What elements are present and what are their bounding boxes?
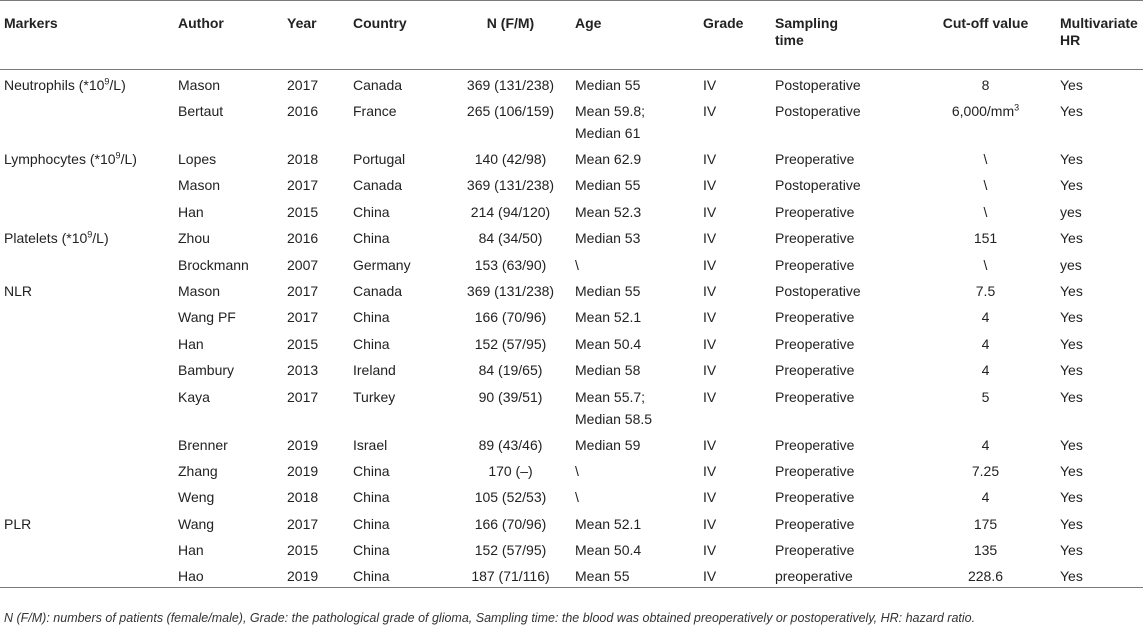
header-n: N (F/M)	[486, 15, 535, 31]
cell-year: 2015	[287, 203, 319, 220]
cell-grade: IV	[703, 203, 717, 220]
cell-marker-empty	[0, 355, 178, 381]
cell-sampling: Preoperative	[775, 388, 855, 405]
cell-cutoff: 135	[973, 542, 998, 559]
cell-age: Mean 55.7; Median 58.5	[575, 388, 653, 427]
cell-age: \	[575, 462, 579, 479]
cell-hr: Yes	[1060, 103, 1083, 119]
cell-year: 2015	[287, 542, 319, 559]
cell-cutoff: 228.6	[967, 568, 1004, 585]
cell-grade: IV	[703, 388, 717, 405]
cell-hr: Yes	[1060, 309, 1083, 326]
cell-marker-empty	[0, 456, 178, 482]
cell-author: Lopes	[178, 151, 217, 167]
cell-year: 2017	[287, 77, 319, 93]
cell-sampling: Preoperative	[775, 335, 855, 352]
header-row	[0, 1, 1143, 70]
cell-hr: Yes	[1060, 230, 1083, 247]
table-row	[0, 223, 1143, 249]
cell-hr: Yes	[1060, 151, 1083, 167]
cell-sampling: Preoperative	[775, 489, 855, 506]
cell-n: 265 (106/159)	[466, 103, 555, 119]
table-row	[0, 535, 1143, 561]
cell-age: Mean 59.8; Median 61	[575, 103, 646, 141]
cell-country: Ireland	[353, 362, 396, 379]
cell-author: Wang PF	[178, 309, 236, 326]
cell-age: Mean 50.4	[575, 542, 642, 559]
table-row	[0, 509, 1143, 535]
cell-grade: IV	[703, 151, 717, 167]
cell-n: 369 (131/238)	[466, 177, 555, 194]
cell-country: China	[353, 462, 390, 479]
marker-plr: PLR	[4, 515, 32, 532]
cell-hr: Yes	[1060, 335, 1083, 352]
cell-age: Mean 62.9	[575, 151, 642, 167]
cell-sampling: Preoperative	[775, 362, 855, 379]
cell-n: 187 (71/116)	[471, 568, 550, 585]
cell-sampling: Preoperative	[775, 230, 855, 247]
cell-hr: Yes	[1060, 462, 1083, 479]
header-age: Age	[575, 15, 602, 31]
cell-year: 2015	[287, 335, 319, 352]
cell-year: 2019	[287, 436, 319, 453]
cell-country: Germany	[353, 256, 411, 273]
table-row	[0, 456, 1143, 482]
header-hr-line1: Multivariate	[1060, 15, 1138, 31]
cell-year: 2017	[287, 388, 319, 405]
cell-hr: Yes	[1060, 77, 1083, 93]
cell-country: China	[353, 515, 390, 532]
cell-cutoff: 5	[981, 388, 990, 405]
cell-year: 2007	[287, 256, 319, 273]
cell-cutoff: 151	[973, 230, 998, 247]
cell-sampling: Preoperative	[775, 462, 855, 479]
cell-hr: Yes	[1060, 282, 1083, 299]
cell-country: China	[353, 203, 390, 220]
cell-country: China	[353, 335, 390, 352]
cell-year: 2017	[287, 515, 319, 532]
cell-n: 170 (–)	[488, 462, 533, 479]
cell-cutoff: $6,000/mm^3$	[951, 102, 1020, 119]
cell-marker-empty	[0, 170, 178, 196]
cell-author: Brenner	[178, 436, 228, 453]
cell-grade: IV	[703, 282, 717, 299]
cell-age: \	[575, 489, 579, 506]
cell-age: Median 58	[575, 362, 641, 379]
cell-year: 2016	[287, 230, 319, 247]
cell-cutoff: 7.5	[975, 282, 996, 299]
cell-n: 84 (19/65)	[478, 362, 543, 379]
cell-n: 166 (70/96)	[474, 515, 547, 532]
cell-year: 2018	[287, 489, 319, 506]
header-author: Author	[178, 15, 224, 31]
cell-sampling: Preoperative	[775, 309, 855, 326]
cell-sampling: Preoperative	[775, 515, 855, 532]
cell-age: Median 55	[575, 77, 641, 93]
cell-n: 166 (70/96)	[474, 309, 547, 326]
cell-sampling: Preoperative	[775, 151, 855, 167]
cell-sampling: Preoperative	[775, 256, 855, 273]
cell-n: 152 (57/95)	[474, 335, 547, 352]
cell-year: 2018	[287, 151, 319, 167]
cell-cutoff: 175	[973, 515, 998, 532]
cell-year: 2019	[287, 568, 319, 585]
cell-marker-empty	[0, 535, 178, 561]
cell-age: Median 55	[575, 282, 641, 299]
cell-n: 105 (52/53)	[474, 489, 547, 506]
cell-marker-empty	[0, 96, 178, 144]
cell-age: \	[575, 256, 579, 273]
cell-marker-empty	[0, 430, 178, 456]
cell-hr: yes	[1060, 256, 1082, 273]
marker-platelets: Platelets $(*10^9/L)$	[4, 229, 109, 247]
cell-marker-empty	[0, 482, 178, 508]
cell-author: Hao	[178, 568, 204, 585]
header-sampling-line2: time	[775, 32, 804, 48]
cell-sampling: Preoperative	[775, 542, 855, 559]
table-footnote: N (F/M): numbers of patients (female/male), Grade: the pathological grade of glioma, Sampling time: the blood was obtained preoperatively or postoperatively, HR: hazard ratio.	[4, 611, 976, 625]
marker-nlr: NLR	[4, 282, 33, 299]
cell-marker-empty	[0, 561, 178, 588]
cell-sampling: preoperative	[775, 568, 853, 585]
cell-grade: IV	[703, 230, 717, 247]
cell-age: Median 59	[575, 436, 641, 453]
cell-country: China	[353, 309, 390, 326]
table-row	[0, 70, 1143, 97]
header-hr	[1060, 1, 1143, 70]
cell-country: Canada	[353, 177, 403, 194]
cell-cutoff: 4	[981, 335, 990, 352]
cell-grade: IV	[703, 462, 717, 479]
table-row	[0, 329, 1143, 355]
cell-age: Median 53	[575, 230, 641, 247]
table-row	[0, 382, 1143, 430]
cell-sampling: Preoperative	[775, 203, 855, 220]
cell-author: Weng	[178, 489, 215, 506]
cell-age: Median 55	[575, 177, 641, 194]
cell-cutoff: \	[983, 151, 988, 167]
cell-year: 2017	[287, 309, 319, 326]
cell-cutoff: 4	[981, 362, 990, 379]
cell-sampling: Postoperative	[775, 282, 861, 299]
cell-age: Mean 52.3	[575, 203, 642, 220]
cell-grade: IV	[703, 568, 717, 585]
marker-lymphocytes: Lymphocytes $(*10^9/L)$	[4, 150, 137, 167]
cell-year: 2017	[287, 177, 319, 194]
header-cutoff: Cut-off value	[942, 15, 1029, 31]
cell-author: Bertaut	[178, 103, 224, 119]
table-row	[0, 482, 1143, 508]
cell-country: Canada	[353, 282, 403, 299]
cell-country: Turkey	[353, 388, 396, 405]
cell-year: 2019	[287, 462, 319, 479]
cell-grade: IV	[703, 177, 717, 194]
cell-age: Mean 50.4	[575, 335, 642, 352]
cell-grade: IV	[703, 309, 717, 326]
cell-grade: IV	[703, 515, 717, 532]
cell-marker-empty	[0, 382, 178, 430]
cell-marker-empty	[0, 250, 178, 276]
cell-author: Bambury	[178, 362, 235, 379]
cell-hr: Yes	[1060, 515, 1083, 532]
header-hr-line2: HR	[1060, 32, 1081, 48]
cell-author: Zhou	[178, 230, 210, 247]
cell-n: 369 (131/238)	[466, 77, 555, 93]
cell-hr: Yes	[1060, 489, 1083, 506]
cell-year: 2013	[287, 362, 319, 379]
cell-sampling: Postoperative	[775, 177, 861, 194]
cell-age: Mean 52.1	[575, 309, 642, 326]
cell-n: 152 (57/95)	[474, 542, 547, 559]
table-row	[0, 96, 1143, 144]
cell-author: Brockmann	[178, 256, 249, 273]
cell-cutoff: 7.25	[971, 462, 1000, 479]
cell-year: 2017	[287, 282, 319, 299]
cell-grade: IV	[703, 436, 717, 453]
table-row	[0, 144, 1143, 170]
cell-grade: IV	[703, 542, 717, 559]
marker-neutrophils: Neutrophils $(*10^9/L)$	[4, 76, 126, 93]
cell-grade: IV	[703, 335, 717, 352]
cell-cutoff: \	[983, 177, 988, 194]
cell-hr: Yes	[1060, 436, 1083, 453]
cell-n: 89 (43/46)	[478, 436, 543, 453]
cell-author: Kaya	[178, 388, 210, 405]
cell-author: Wang	[178, 515, 215, 532]
cell-hr: Yes	[1060, 362, 1083, 379]
table-row	[0, 250, 1143, 276]
table-row	[0, 430, 1143, 456]
table-row	[0, 197, 1143, 223]
cell-country: China	[353, 542, 390, 559]
cell-author: Han	[178, 542, 204, 559]
cell-country: China	[353, 230, 390, 247]
cell-sampling: Postoperative	[775, 77, 861, 93]
header-country: Country	[353, 15, 407, 31]
header-grade: Grade	[703, 15, 744, 31]
cell-country: Israel	[353, 436, 388, 453]
table-row	[0, 561, 1143, 588]
cell-age: Mean 52.1	[575, 515, 642, 532]
table-row	[0, 302, 1143, 328]
header-sampling-line1: Sampling	[775, 15, 839, 31]
cell-country: China	[353, 568, 390, 585]
cell-n: 153 (63/90)	[474, 256, 547, 273]
table-row	[0, 276, 1143, 302]
cell-cutoff: 4	[981, 309, 990, 326]
cell-author: Mason	[178, 282, 221, 299]
cell-hr: Yes	[1060, 568, 1083, 585]
cell-sampling: Postoperative	[775, 103, 861, 119]
cell-cutoff: 8	[981, 77, 990, 93]
cell-country: Portugal	[353, 151, 406, 167]
cell-cutoff: \	[983, 256, 988, 273]
cell-author: Han	[178, 335, 204, 352]
cell-country: France	[353, 103, 397, 119]
cell-marker-empty	[0, 329, 178, 355]
cell-cutoff: \	[983, 203, 988, 220]
cell-grade: IV	[703, 362, 717, 379]
table-row	[0, 355, 1143, 381]
cell-year: 2016	[287, 103, 319, 119]
cell-grade: IV	[703, 77, 717, 93]
cell-n: 369 (131/238)	[466, 282, 555, 299]
cell-marker-empty	[0, 302, 178, 328]
cell-sampling: Preoperative	[775, 436, 855, 453]
cell-hr: Yes	[1060, 388, 1083, 405]
cell-author: Mason	[178, 77, 221, 93]
cell-cutoff: 4	[981, 489, 990, 506]
cell-author: Mason	[178, 177, 221, 194]
cell-n: 84 (34/50)	[478, 230, 543, 247]
table-row	[0, 170, 1143, 196]
header-year: Year	[287, 15, 317, 31]
cell-country: China	[353, 489, 390, 506]
cell-n: 214 (94/120)	[470, 203, 551, 220]
cell-author: Zhang	[178, 462, 218, 479]
cell-grade: IV	[703, 489, 717, 506]
cell-age: Mean 55	[575, 568, 630, 585]
header-sampling-time	[775, 1, 915, 70]
cell-n: 140 (42/98)	[474, 151, 547, 167]
cell-grade: IV	[703, 103, 717, 119]
cell-n: 90 (39/51)	[478, 388, 543, 405]
cell-cutoff: 4	[981, 436, 990, 453]
cell-hr: Yes	[1060, 542, 1083, 559]
cell-marker-empty	[0, 197, 178, 223]
cell-hr: Yes	[1060, 177, 1083, 194]
header-markers: Markers	[4, 15, 58, 31]
cell-hr: yes	[1060, 203, 1082, 220]
cell-author: Han	[178, 203, 204, 220]
cell-grade: IV	[703, 256, 717, 273]
cell-country: Canada	[353, 77, 403, 93]
